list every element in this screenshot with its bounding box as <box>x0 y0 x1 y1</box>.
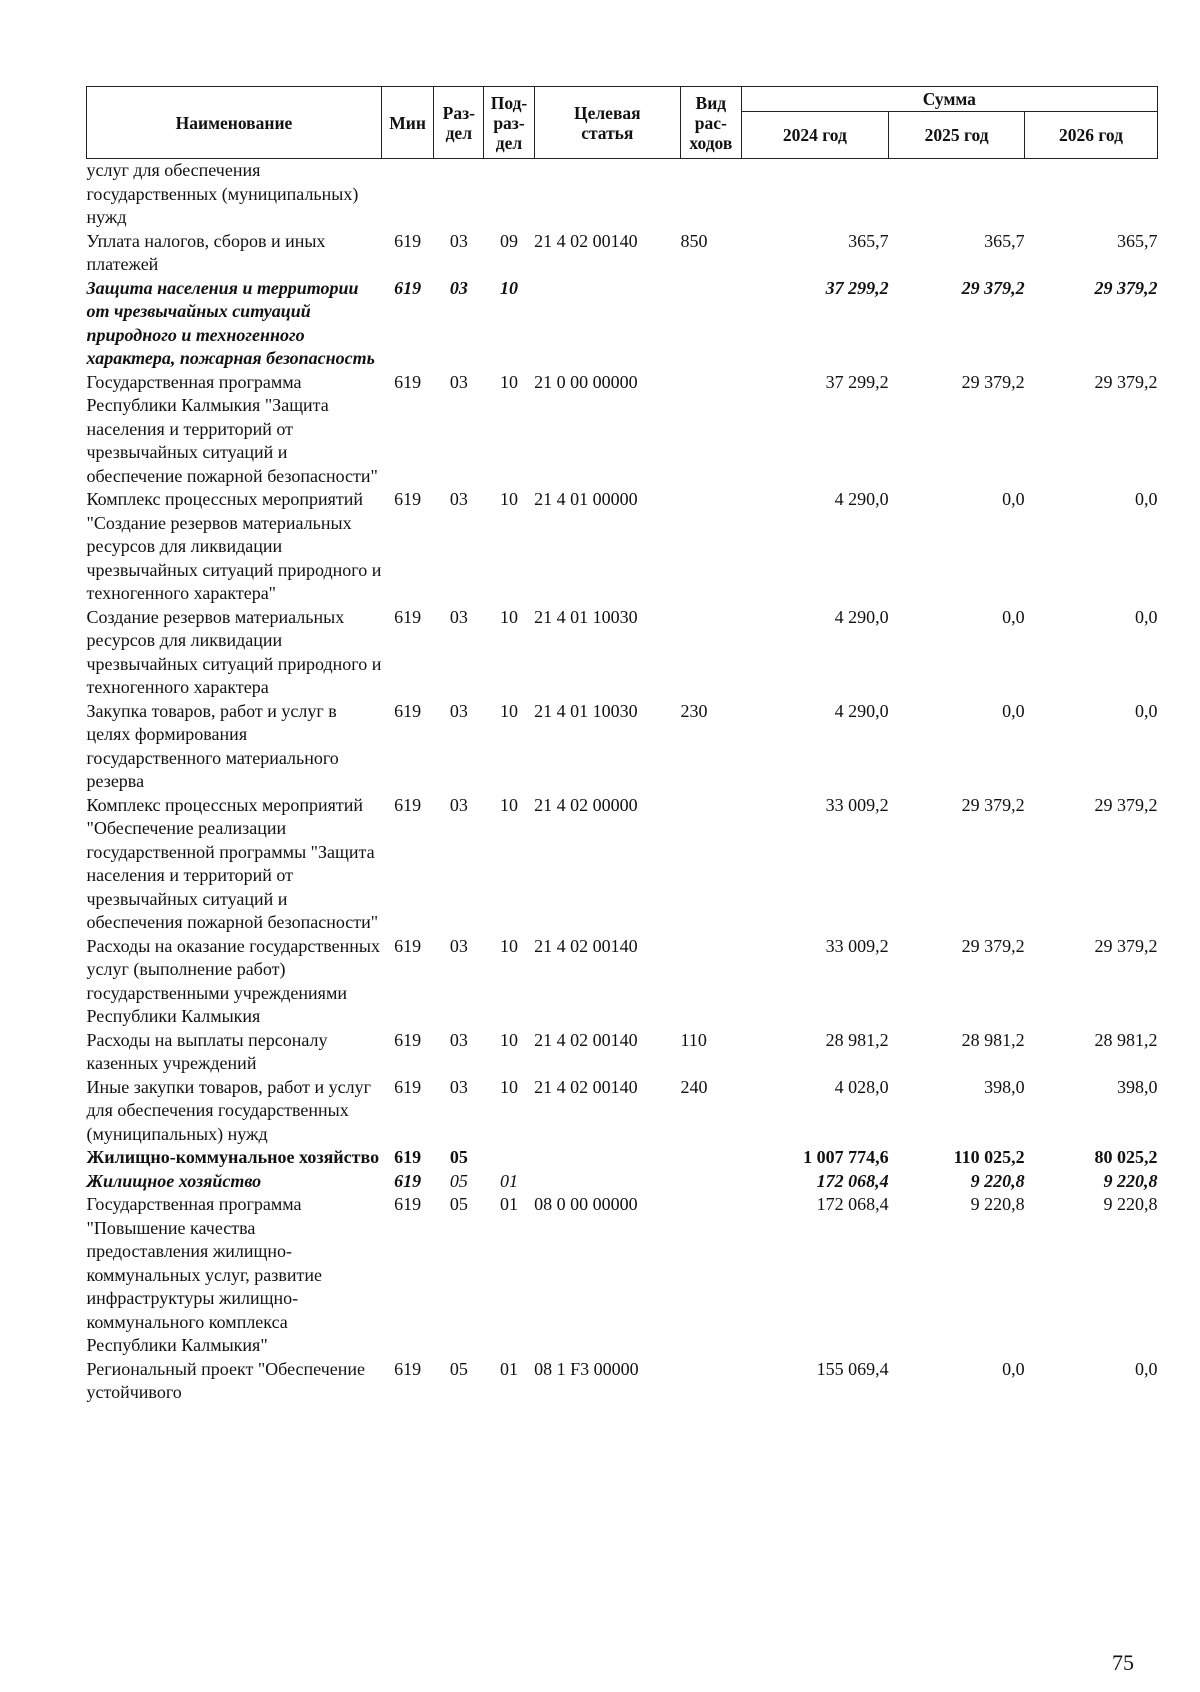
row-sum-2025: 110 025,2 <box>953 1147 1025 1167</box>
row-podrazdel: 10 <box>500 700 518 721</box>
row-target-article: 21 4 02 00140 <box>534 230 638 251</box>
row-expense-type: 230 <box>680 700 708 721</box>
row-sum-2025: 0,0 <box>1002 1358 1025 1379</box>
header-target-article: Целевая статья <box>534 87 680 159</box>
row-target-article: 21 4 02 00000 <box>534 794 638 815</box>
row-podrazdel: 01 <box>500 1358 518 1379</box>
row-sum-2024: 4 290,0 <box>834 489 889 509</box>
row-sum-2024: 4 290,0 <box>834 700 889 721</box>
row-target-article: 21 4 01 10030 <box>534 606 638 627</box>
row-sum-2024: 4 290,0 <box>834 606 889 627</box>
row-podrazdel <box>484 1146 534 1170</box>
header-min: Мин <box>381 87 433 159</box>
row-razdel: 03 <box>449 230 468 251</box>
table-row <box>87 230 1158 277</box>
header-podrazdel: Под- раз- дел <box>484 87 534 159</box>
row-sum-2024: 37 299,2 <box>825 371 889 392</box>
row-expense-type <box>681 371 742 489</box>
row-razdel: 03 <box>449 489 468 509</box>
row-expense-type <box>681 935 742 1029</box>
row-sum-2025: 29 379,2 <box>961 935 1025 956</box>
header-year-2024: 2024 год <box>741 112 888 159</box>
row-sum-2024: 4 028,0 <box>834 1076 889 1097</box>
row-sum-2024: 172 068,4 <box>816 1170 889 1191</box>
row-name: Жилищно-коммунальное хозяйство <box>86 1147 380 1167</box>
row-podrazdel: 10 <box>500 1029 518 1050</box>
row-sum-2024: 33 009,2 <box>825 935 889 956</box>
table-row <box>87 1358 1158 1405</box>
row-sum-2026: 29 379,2 <box>1094 794 1158 815</box>
header-year-2026: 2026 год <box>1025 112 1158 159</box>
row-min: 619 <box>394 606 422 627</box>
row-sum-2026: 0,0 <box>1135 1358 1158 1379</box>
row-razdel: 03 <box>449 794 468 815</box>
row-sum-2025: 29 379,2 <box>961 371 1025 392</box>
row-podrazdel: 01 <box>500 1170 518 1191</box>
table-row <box>87 700 1158 794</box>
row-expense-type <box>681 794 742 935</box>
header-razdel: Раз- дел <box>434 87 484 159</box>
row-razdel: 03 <box>449 277 468 298</box>
row-name: Расходы на выплаты персоналу казенных учреждений <box>86 1029 328 1073</box>
row-expense-type <box>681 1193 742 1358</box>
table-row <box>87 277 1158 371</box>
row-sum-2025 <box>889 159 1025 230</box>
row-min: 619 <box>394 489 422 509</box>
row-sum-2026: 0,0 <box>1135 700 1158 721</box>
table-row <box>87 1076 1158 1147</box>
row-expense-type <box>681 159 742 230</box>
row-min: 619 <box>394 700 422 721</box>
row-min: 619 <box>394 1029 422 1050</box>
row-podrazdel: 10 <box>500 1076 518 1097</box>
row-razdel: 05 <box>449 1194 468 1214</box>
row-min: 619 <box>394 1358 422 1379</box>
row-sum-2024: 1 007 774,6 <box>803 1147 889 1167</box>
table-row <box>87 371 1158 489</box>
row-expense-type: 110 <box>680 1029 707 1050</box>
row-sum-2024: 365,7 <box>848 230 889 251</box>
page-number: 75 <box>1112 1650 1134 1675</box>
row-podrazdel: 10 <box>500 489 518 509</box>
row-podrazdel: 10 <box>500 606 518 627</box>
row-name: Государственная программа "Повышение качества предоставления жилищно-коммунальных услуг, развитие инфраструктуры жилищно-коммунального комплекса Республики Калмыкия" <box>86 1194 323 1355</box>
row-sum-2026: 398,0 <box>1117 1076 1158 1097</box>
header-year-2025: 2025 год <box>889 112 1025 159</box>
row-sum-2025: 365,7 <box>984 230 1025 251</box>
row-sum-2024: 33 009,2 <box>825 794 889 815</box>
row-sum-2026: 28 981,2 <box>1094 1029 1158 1050</box>
row-target-article: 21 4 01 00000 <box>534 489 638 509</box>
row-razdel: 03 <box>449 1076 468 1097</box>
row-sum-2026: 29 379,2 <box>1094 277 1158 298</box>
row-target-article: 21 4 02 00140 <box>534 935 638 956</box>
row-podrazdel: 10 <box>500 935 518 956</box>
row-min: 619 <box>394 935 422 956</box>
row-podrazdel: 09 <box>500 230 518 251</box>
row-razdel: 05 <box>449 1147 468 1167</box>
row-target-article: 21 4 02 00140 <box>534 1076 638 1097</box>
row-sum-2025: 9 220,8 <box>970 1170 1025 1191</box>
row-sum-2025: 0,0 <box>1002 489 1025 509</box>
row-min: 619 <box>394 794 422 815</box>
row-min <box>381 159 433 230</box>
row-expense-type <box>681 1146 742 1170</box>
row-sum-2024: 155 069,4 <box>816 1358 889 1379</box>
row-expense-type <box>681 606 742 700</box>
table-row <box>87 606 1158 700</box>
table-row <box>87 1170 1158 1194</box>
row-min: 619 <box>394 371 422 392</box>
row-name: Закупка товаров, работ и услуг в целях формирования государственного материального резерва <box>86 700 339 791</box>
table-row <box>87 1029 1158 1076</box>
header-expense-type: Вид рас- ходов <box>681 87 742 159</box>
row-expense-type <box>681 277 742 371</box>
row-sum-2025: 28 981,2 <box>961 1029 1025 1050</box>
budget-table <box>86 86 1158 1405</box>
row-sum-2024 <box>741 159 888 230</box>
row-sum-2026: 29 379,2 <box>1094 371 1158 392</box>
row-sum-2026: 365,7 <box>1117 230 1158 251</box>
row-min: 619 <box>394 230 422 251</box>
row-min: 619 <box>394 1076 422 1097</box>
row-sum-2025: 0,0 <box>1002 606 1025 627</box>
row-target-article: 21 0 00 00000 <box>534 371 638 392</box>
row-min: 619 <box>394 277 422 298</box>
row-razdel <box>434 159 484 230</box>
row-target-article <box>534 277 680 371</box>
row-name: Жилищное хозяйство <box>86 1170 262 1191</box>
row-name: Государственная программа Республики Калмыкия "Защита населения и территорий от чрезвычайных ситуаций и обеспечение пожарной безопасности" <box>86 371 378 486</box>
row-podrazdel: 10 <box>500 794 518 815</box>
row-razdel: 03 <box>449 700 468 721</box>
row-sum-2025: 9 220,8 <box>970 1194 1025 1214</box>
table-row <box>87 1146 1158 1170</box>
row-expense-type <box>681 488 742 606</box>
row-sum-2024: 28 981,2 <box>825 1029 889 1050</box>
row-min: 619 <box>394 1147 422 1167</box>
row-target-article: 21 4 02 00140 <box>534 1029 638 1050</box>
row-sum-2025: 29 379,2 <box>961 794 1025 815</box>
row-sum-2026: 9 220,8 <box>1103 1194 1158 1214</box>
row-razdel: 03 <box>449 935 468 956</box>
row-expense-type <box>681 1358 742 1405</box>
row-razdel: 05 <box>449 1170 468 1191</box>
row-expense-type <box>681 1170 742 1194</box>
row-name: услуг для обеспечения государственных (муниципальных) нужд <box>86 160 359 227</box>
row-expense-type: 240 <box>680 1076 708 1097</box>
header-sum: Сумма <box>741 87 1157 112</box>
table-header <box>87 87 1158 159</box>
row-name: Расходы на оказание государственных услуг (выполнение работ) государственными учреждениями Республики Калмыкия <box>86 935 380 1026</box>
row-sum-2026: 0,0 <box>1135 489 1158 509</box>
row-name: Создание резервов материальных ресурсов для ликвидации чрезвычайных ситуаций природного и техногенного характера <box>86 606 382 697</box>
table-body <box>87 159 1158 1405</box>
row-name: Комплекс процессных мероприятий "Обеспечение реализации государственной программы "Защита населения и территорий от чрезвычайных ситуаций и обеспечения пожарной безопасности" <box>86 794 379 932</box>
row-sum-2025: 0,0 <box>1002 700 1025 721</box>
row-target-article <box>534 1170 680 1194</box>
table-row <box>87 794 1158 935</box>
row-razdel: 03 <box>449 606 468 627</box>
row-podrazdel: 10 <box>500 371 518 392</box>
row-podrazdel: 01 <box>500 1194 518 1214</box>
row-podrazdel: 10 <box>500 277 518 298</box>
row-name: Региональный проект "Обеспечение устойчивого <box>86 1358 365 1402</box>
row-sum-2024: 37 299,2 <box>825 277 889 298</box>
row-target-article: 21 4 01 10030 <box>534 700 638 721</box>
row-target-article <box>534 159 680 230</box>
row-sum-2025: 398,0 <box>984 1076 1025 1097</box>
row-sum-2026 <box>1025 159 1158 230</box>
row-name: Уплата налогов, сборов и иных платежей <box>86 230 326 274</box>
row-target-article: 08 1 F3 00000 <box>534 1358 639 1379</box>
row-sum-2026: 0,0 <box>1135 606 1158 627</box>
row-razdel: 03 <box>449 371 468 392</box>
row-target-article: 08 0 00 00000 <box>534 1194 638 1214</box>
row-sum-2026: 80 025,2 <box>1094 1147 1158 1167</box>
row-sum-2026: 29 379,2 <box>1094 935 1158 956</box>
row-razdel: 05 <box>449 1358 468 1379</box>
row-razdel: 03 <box>449 1029 468 1050</box>
header-name: Наименование <box>87 87 382 159</box>
row-target-article <box>534 1146 680 1170</box>
row-sum-2025: 29 379,2 <box>961 277 1025 298</box>
row-min: 619 <box>394 1170 422 1191</box>
table-row <box>87 1193 1158 1358</box>
row-name: Комплекс процессных мероприятий "Создание резервов материальных ресурсов для ликвидации чрезвычайных ситуаций природного и техногенного характера" <box>86 489 382 603</box>
row-min: 619 <box>394 1194 422 1214</box>
row-expense-type: 850 <box>680 230 708 251</box>
row-name: Иные закупки товаров, работ и услуг для обеспечения государственных (муниципальных) нужд <box>86 1076 371 1144</box>
table-row <box>87 159 1158 230</box>
table-row <box>87 935 1158 1029</box>
row-podrazdel <box>484 159 534 230</box>
table-row <box>87 488 1158 606</box>
row-name: Защита населения и территории от чрезвычайных ситуаций природного и техногенного характера, пожарная безопасность <box>86 277 375 368</box>
row-sum-2024: 172 068,4 <box>816 1194 889 1214</box>
row-sum-2026: 9 220,8 <box>1103 1170 1158 1191</box>
